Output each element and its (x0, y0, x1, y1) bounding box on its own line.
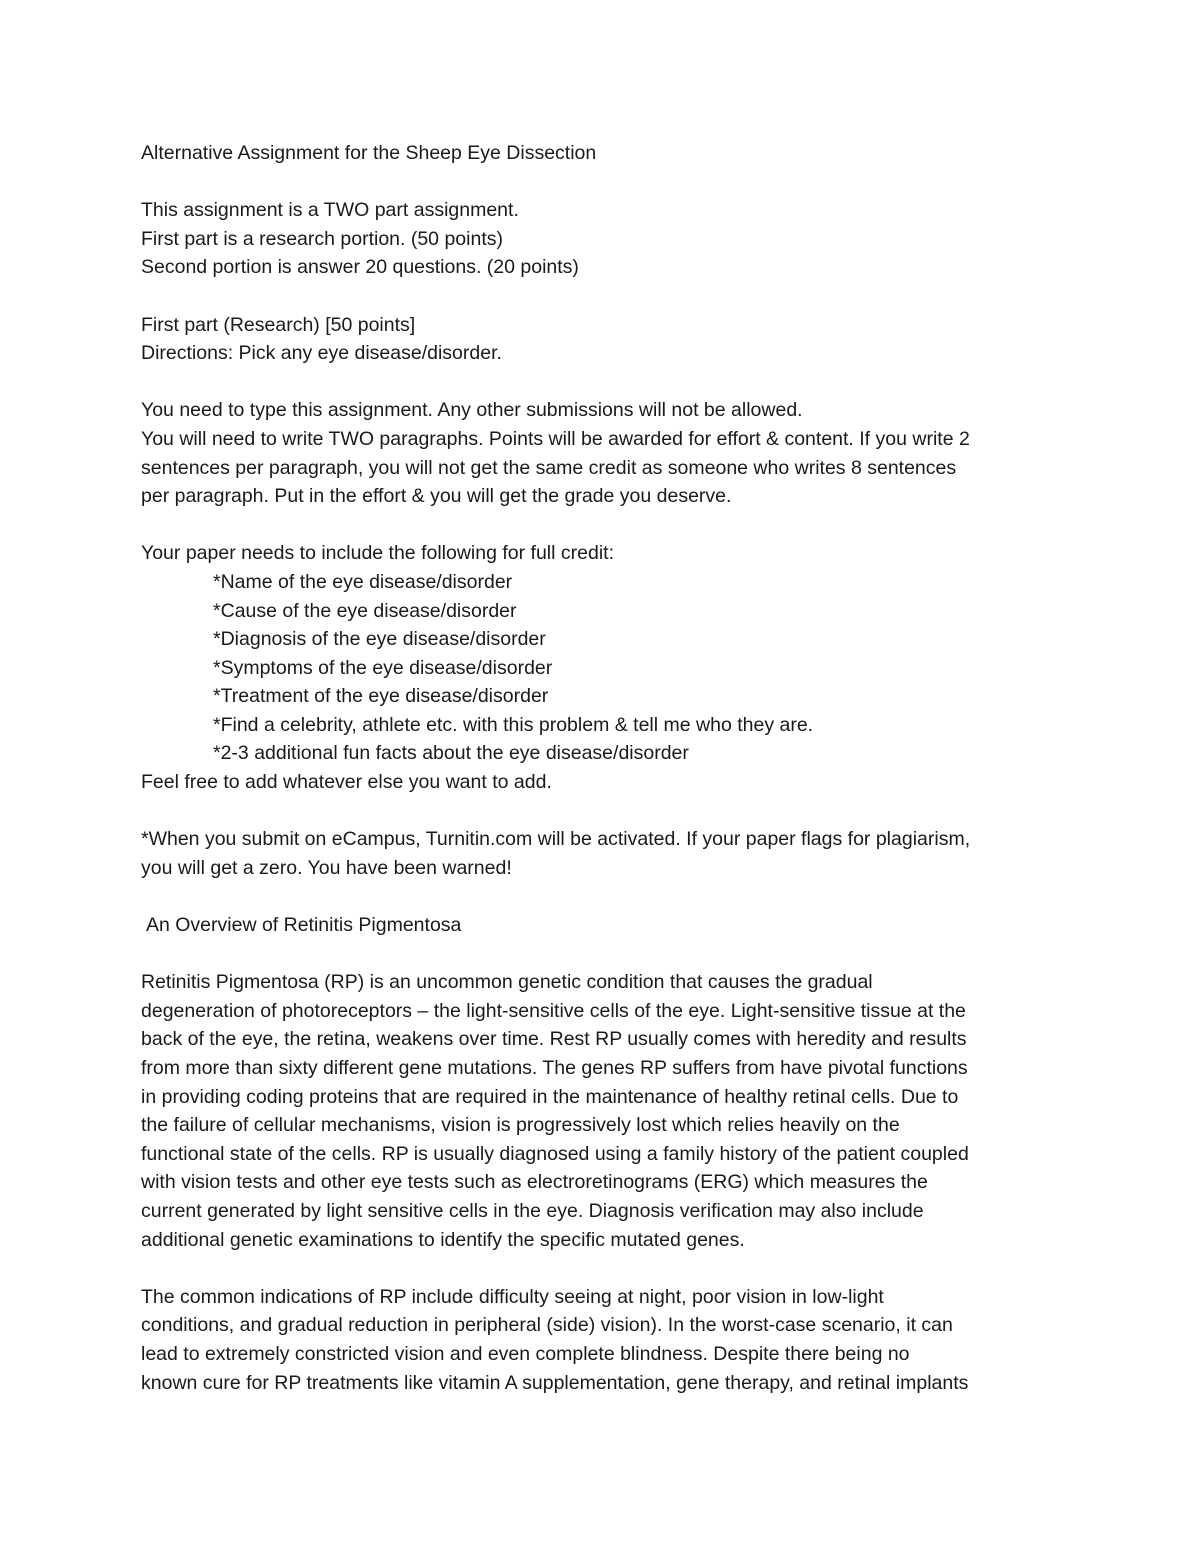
essay-paragraph-1-line: the failure of cellular mechanisms, vision is progressively lost which relies heavily on the (141, 1114, 900, 1137)
essay-paragraph-2-line: lead to extremely constricted vision and even complete blindness. Despite there being no (141, 1342, 910, 1365)
essay-paragraph-1-line: current generated by light sensitive cells in the eye. Diagnosis verification may also include (141, 1199, 924, 1222)
essay-paragraph-1-line: in providing coding proteins that are required in the maintenance of healthy retinal cells. Due to (141, 1085, 959, 1108)
essay-paragraph-1-line: functional state of the cells. RP is usually diagnosed using a family history of the patient coupled (141, 1142, 969, 1165)
blank-line (141, 940, 1071, 969)
free-add-note: Feel free to add whatever else you want to add. (141, 771, 552, 794)
blank-line (141, 511, 1071, 540)
intro-line: Second portion is answer 20 questions. (20 points) (141, 256, 579, 279)
essay-paragraph-1-line: Retinitis Pigmentosa (RP) is an uncommon genetic condition that causes the gradual (141, 971, 873, 994)
intro-line: First part is a research portion. (50 points) (141, 227, 503, 250)
requirement-item: *Find a celebrity, athlete etc. with this problem & tell me who they are. (213, 713, 814, 736)
directions: Directions: Pick any eye disease/disorder. (141, 342, 502, 365)
document-body (141, 139, 1071, 1397)
part1-heading: First part (Research) [50 points] (141, 313, 416, 336)
requirement-item: *Treatment of the eye disease/disorder (213, 685, 549, 708)
typing-note: You need to type this assignment. Any other submissions will not be allowed. (141, 399, 803, 422)
blank-line (141, 282, 1071, 311)
essay-paragraph-1-line: additional genetic examinations to identify the specific mutated genes. (141, 1228, 745, 1251)
assignment-title: Alternative Assignment for the Sheep Eye Dissection (141, 142, 597, 164)
intro-line: This assignment is a TWO part assignment. (141, 199, 519, 222)
requirement-item: *Diagnosis of the eye disease/disorder (213, 628, 546, 651)
essay-paragraph-2-line: The common indications of RP include difficulty seeing at night, poor vision in low-light (141, 1285, 884, 1308)
plagiarism-warning-line: you will get a zero. You have been warned! (141, 856, 512, 879)
include-heading: Your paper needs to include the following for full credit: (141, 542, 614, 565)
blank-line (141, 1254, 1071, 1283)
requirement-item: *Symptoms of the eye disease/disorder (213, 656, 553, 679)
essay-paragraph-1-line: degeneration of photoreceptors – the light-sensitive cells of the eye. Light-sensitive tissue at the (141, 999, 966, 1022)
paragraph-note-line: per paragraph. Put in the effort & you will get the grade you deserve. (141, 485, 732, 508)
plagiarism-warning-line: *When you submit on eCampus, Turnitin.com will be activated. If your paper flags for plagiarism, (141, 828, 971, 851)
essay-paragraph-1-line: back of the eye, the retina, weakens over time. Rest RP usually comes with heredity and results (141, 1028, 967, 1051)
essay-paragraph-1-line: from more than sixty different gene mutations. The genes RP suffers from have pivotal functions (141, 1057, 968, 1079)
blank-line (141, 168, 1071, 197)
paragraph-note-line: sentences per paragraph, you will not get the same credit as someone who writes 8 sentences (141, 456, 957, 479)
requirement-item: *Name of the eye disease/disorder (213, 570, 513, 593)
requirement-item: *2-3 additional fun facts about the eye disease/disorder (213, 742, 689, 765)
requirement-item: *Cause of the eye disease/disorder (213, 599, 517, 622)
essay-paragraph-2-line: known cure for RP treatments like vitamin A supplementation, gene therapy, and retinal implants (141, 1371, 969, 1394)
blank-line (141, 882, 1071, 911)
blank-line (141, 368, 1071, 397)
essay-paragraph-1-line: with vision tests and other eye tests such as electroretinograms (ERG) which measures the (141, 1171, 928, 1194)
paragraph-note-line: You will need to write TWO paragraphs. Points will be awarded for effort & content. If you write 2 (141, 427, 970, 450)
essay-title: An Overview of Retinitis Pigmentosa (146, 914, 462, 937)
essay-paragraph-2-line: conditions, and gradual reduction in peripheral (side) vision). In the worst-case scenario, it can (141, 1314, 953, 1337)
blank-line (141, 797, 1071, 826)
